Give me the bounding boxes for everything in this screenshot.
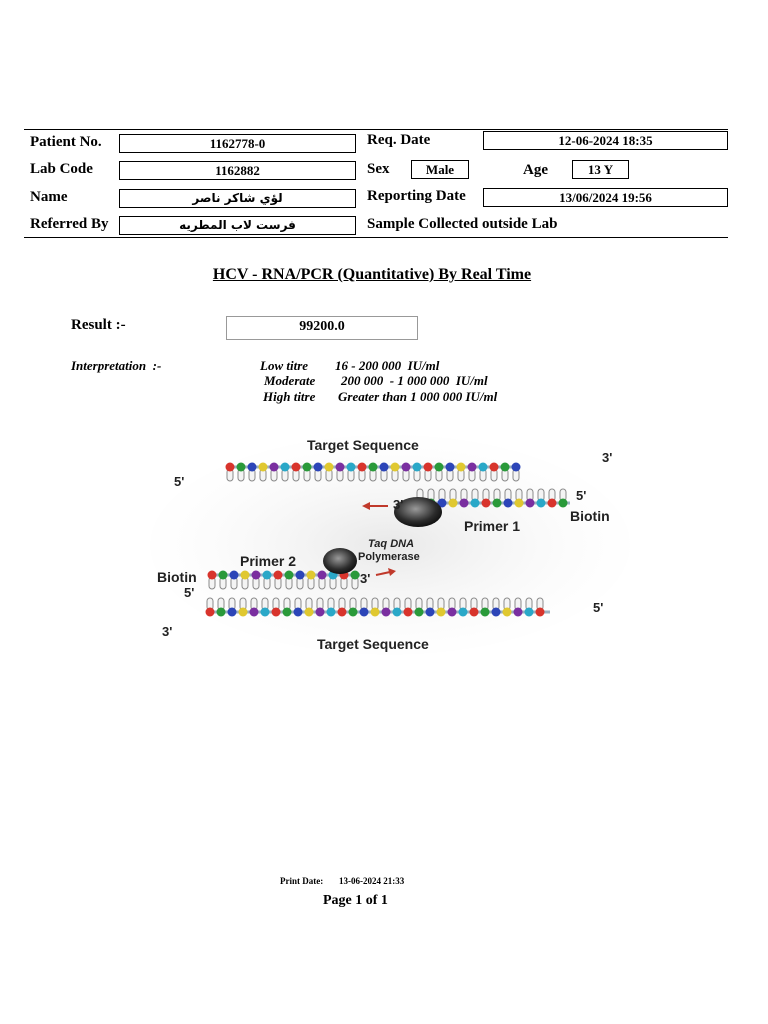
range-moderate-value: 200 000 - 1 000 000 IU/ml	[341, 373, 488, 388]
biotin-right-label: Biotin	[570, 508, 610, 524]
age-label: Age	[523, 162, 548, 178]
reporting-date-value: 13/06/2024 19:56	[483, 188, 728, 207]
header-bottom-rule	[24, 237, 728, 238]
primer2-label: Primer 2	[240, 553, 297, 569]
three-prime-primer1: 3'	[393, 497, 404, 512]
five-prime-top-left: 5'	[174, 474, 185, 489]
five-prime-primer1: 5'	[576, 488, 587, 503]
interpretation-label: Interpretation :-	[71, 358, 162, 373]
three-prime-top-right: 3'	[602, 450, 613, 465]
referred-by-label: Referred By	[30, 216, 109, 232]
age-value: 13 Y	[572, 160, 629, 179]
range-moderate-label: Moderate	[264, 373, 316, 388]
range-low-label: Low titre	[260, 358, 309, 373]
primer1-label: Primer 1	[464, 518, 521, 534]
lab-code-value: 1162882	[119, 161, 356, 180]
result-value: 99200.0	[226, 316, 418, 340]
range-high-label: High titre	[263, 389, 316, 404]
name-value: لؤي شاكر ناصر	[119, 189, 356, 208]
enzyme-label-line2: Polymerase	[358, 551, 420, 563]
sample-note: Sample Collected outside Lab	[367, 216, 558, 232]
five-prime-primer2: 5'	[184, 585, 195, 600]
target-sequence-bottom-label: Target Sequence	[317, 636, 429, 652]
three-prime-bottom-left: 3'	[162, 624, 173, 639]
five-prime-bottom-right: 5'	[593, 600, 604, 615]
sex-label: Sex	[367, 161, 390, 177]
range-high-value: Greater than 1 000 000 IU/ml	[338, 389, 498, 404]
patient-no-label: Patient No.	[30, 134, 102, 150]
target-strand-bottom	[206, 598, 551, 617]
patient-no-value: 1162778-0	[119, 134, 356, 153]
print-date-value: 13-06-2024 21:33	[339, 876, 405, 886]
referred-by-value: فرست لاب المطريه	[119, 216, 356, 235]
pcr-diagram	[150, 425, 630, 660]
result-label: Result :-	[71, 317, 126, 333]
header-top-rule	[24, 129, 728, 130]
req-date-value: 12-06-2024 18:35	[483, 131, 728, 150]
range-low-value: 16 - 200 000 IU/ml	[335, 358, 440, 373]
test-title: HCV - RNA/PCR (Quantitative) By Real Time	[212, 266, 532, 283]
three-prime-primer2: 3'	[360, 571, 371, 586]
req-date-label: Req. Date	[367, 132, 431, 148]
biotin-left-label: Biotin	[157, 569, 197, 585]
page-number: Page 1 of 1	[323, 893, 388, 908]
sex-value: Male	[411, 160, 469, 179]
reporting-date-label: Reporting Date	[367, 188, 466, 204]
enzyme-label-line1: Taq DNA	[368, 538, 415, 550]
polymerase-2-icon	[323, 548, 357, 574]
lab-code-label: Lab Code	[30, 161, 93, 177]
print-date-label: Print Date:	[280, 876, 324, 886]
target-sequence-top-label: Target Sequence	[307, 437, 419, 453]
name-label: Name	[30, 189, 68, 205]
